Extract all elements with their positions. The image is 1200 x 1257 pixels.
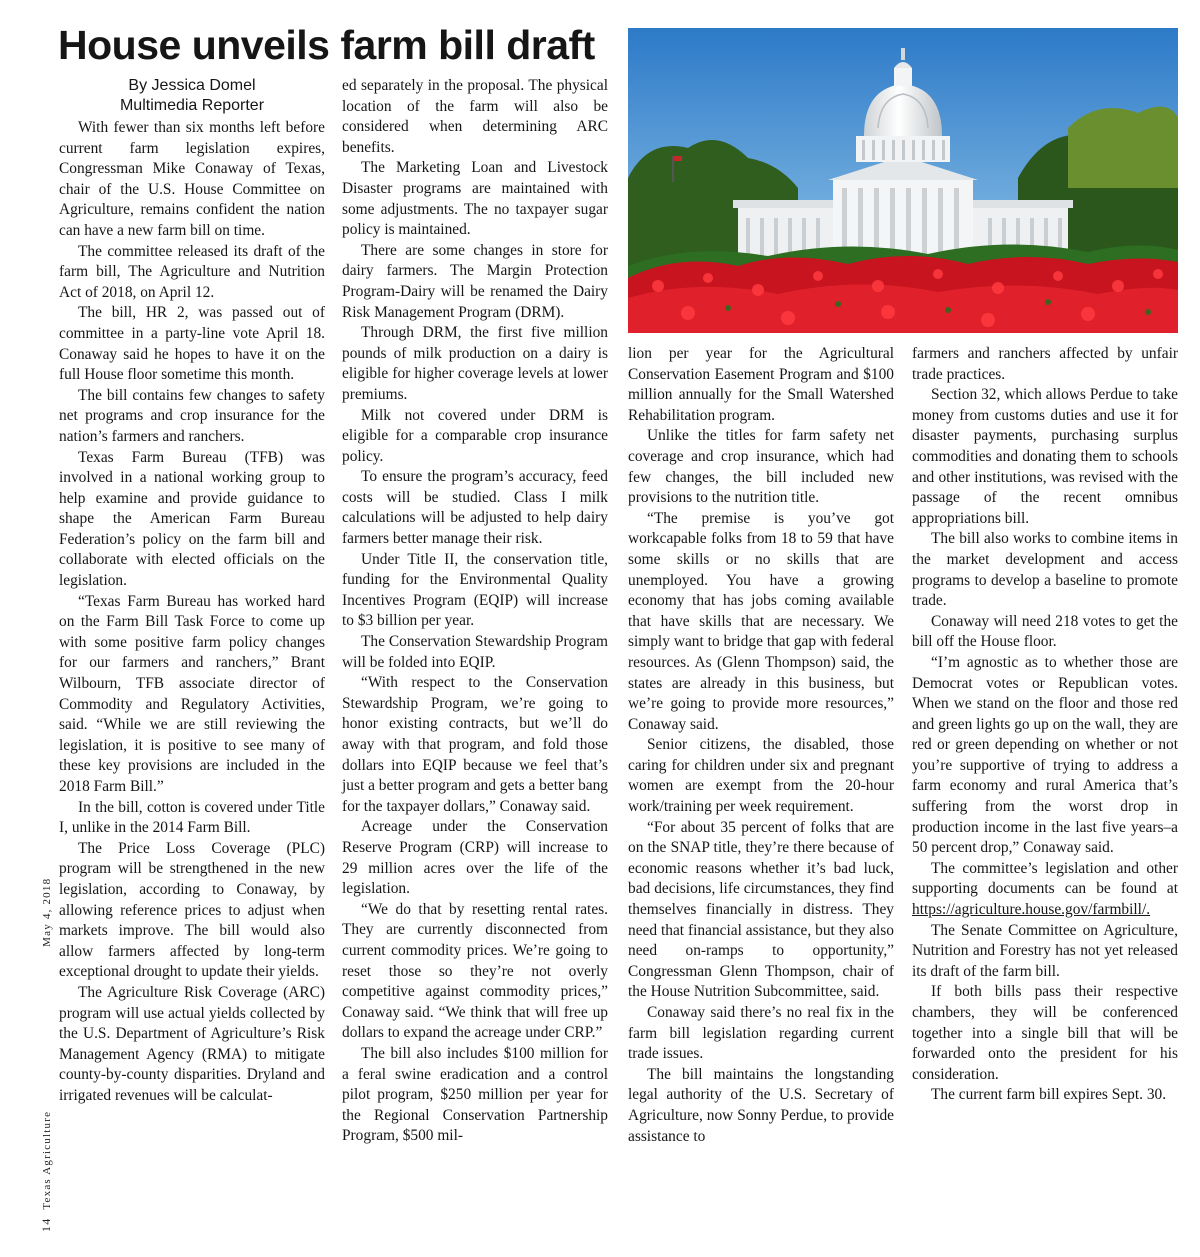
headline: House unveils farm bill draft bbox=[58, 22, 595, 68]
paragraph: The Price Loss Coverage (PLC) program will be strengthened in the new legislation, according to Conaway, by allowing reference prices to adjust when markets improve. The bill would also allow farmers affected by long-term exceptional drought to update their yields. bbox=[59, 839, 325, 981]
capitol-photo bbox=[628, 28, 1178, 333]
paragraph: “We do that by resetting rental rates. They are currently disconnected from current commodity prices. We’re going to reset those so they’re not overly competitive against commodity prices,” Conaway said. “We think that will free up dollars to expand the acreage under CRP.” bbox=[342, 900, 608, 1042]
paragraph: The committee released its draft of the farm bill, The Agriculture and Nutrition Act of 2018, on April 12. bbox=[59, 242, 325, 301]
paragraph: The Agriculture Risk Coverage (ARC) program will use actual yields collected by the U.S. Department of Agriculture’s Risk Management Agency (RMA) to mitigate county-by-county disparities. Dryland and irrigated revenues will be calculat- bbox=[59, 983, 325, 1104]
byline bbox=[58, 76, 326, 116]
paragraph: Senior citizens, the disabled, those caring for children under six and pregnant women are exempt from the 20-hour work/training per week requirement. bbox=[628, 736, 894, 816]
paragraph: In the bill, cotton is covered under Title I, unlike in the 2014 Farm Bill. bbox=[59, 798, 325, 837]
paragraph: Conaway said there’s no real fix in the farm bill legislation regarding current trade issues. bbox=[628, 1004, 894, 1063]
paragraph: With fewer than six months left before current farm legislation expires, Congressman Mike Conaway of Texas, chair of the U.S. House Committee on Agriculture, remains confident the nation can have a new farm bill on time. bbox=[59, 119, 325, 239]
paragraph-text: The committee’s legislation and other supporting documents can be found at bbox=[912, 859, 1178, 898]
paragraph: The bill, HR 2, was passed out of committee in a party-line vote April 18. Conaway said he hopes to have it on the full House floor sometime this month. bbox=[59, 304, 325, 384]
paragraph: The bill contains few changes to safety net programs and crop insurance for the nation’s farmers and ranchers. bbox=[59, 386, 325, 445]
paragraph: The bill also works to combine items in the market development and access programs to develop a baseline to promote trade. bbox=[912, 530, 1178, 610]
farm-bill-link[interactable]: https://agriculture.house.gov/farmbill/. bbox=[912, 901, 1151, 919]
paragraph: “The premise is you’ve got workcapable folks from 18 to 59 that have some skills or no skills that are unemployed. You have a growing economy that has jobs coming available that have skills that are necessary. We simply want to bridge that gap with federal resources. As (Glenn Thompson) said, the states are already in this business, but we’re going to provide more resources,” Conaway said. bbox=[628, 509, 894, 733]
article-column-4 bbox=[912, 344, 1178, 1106]
paragraph bbox=[912, 859, 1178, 921]
paragraph: The Senate Committee on Agriculture, Nutrition and Forestry has not yet released its draft of the farm bill. bbox=[912, 921, 1178, 980]
article-column-3 bbox=[628, 344, 894, 1147]
paragraph: “I’m agnostic as to whether those are Democrat votes or Republican votes. When we stand on the floor and those red and green lights go up on the wall, they are red or green depending on whether or not you’re supportive of trying to address a farm economy and rural America that’s suffering from the worst drop in production income in the last five years–a 50 percent drop,” Conaway said. bbox=[912, 653, 1178, 857]
paragraph: To ensure the program’s accuracy, feed costs will be studied. Class I milk calculations will be adjusted to help dairy farmers better manage their risk. bbox=[342, 468, 608, 548]
folio bbox=[39, 877, 53, 1232]
paragraph: Section 32, which allows Perdue to take money from customs duties and use it for disaster payments, purchasing surplus commodities and donating them to schools and other institutions, was revised with the passage of the recent omnibus appropriations bill. bbox=[912, 386, 1178, 527]
page-number: 14 bbox=[39, 1217, 53, 1232]
paragraph: Under Title II, the conservation title, funding for the Environmental Quality Incentives Program (EQIP) will increase to $3 billion per year. bbox=[342, 550, 608, 630]
paragraph: Acreage under the Conservation Reserve Program (CRP) will increase to 29 million acres over the life of the legislation. bbox=[342, 818, 608, 898]
paragraph: Conaway will need 218 votes to get the bill off the House floor. bbox=[912, 612, 1178, 651]
paragraph: Unlike the titles for farm safety net coverage and crop insurance, which had few changes, the bill included new provisions to the nutrition title. bbox=[628, 427, 894, 507]
publication-name: Texas Agriculture bbox=[41, 1110, 53, 1210]
paragraph: lion per year for the Agricultural Conservation Easement Program and $100 million annually for the Small Watershed Rehabilitation program. bbox=[628, 345, 894, 424]
paragraph: If both bills pass their respective chambers, they will be conferenced together into a single bill that will be forwarded onto the president for his consideration. bbox=[912, 983, 1178, 1083]
paragraph: The bill maintains the longstanding legal authority of the U.S. Secretary of Agriculture, now Sonny Perdue, to provide assistance to bbox=[628, 1065, 894, 1145]
byline-role: Multimedia Reporter bbox=[119, 97, 265, 114]
paragraph: There are some changes in store for dairy farmers. The Margin Protection Program-Dairy will be renamed the Dairy Risk Management Program (DRM). bbox=[342, 241, 608, 321]
article-column-2 bbox=[342, 76, 608, 1147]
paragraph: The Conservation Stewardship Program will be folded into EQIP. bbox=[342, 633, 608, 671]
paragraph: Through DRM, the first five million pounds of milk production on a dairy is eligible for higher coverage levels at lower premiums. bbox=[342, 324, 608, 403]
paragraph: Milk not covered under DRM is eligible for a comparable crop insurance policy. bbox=[342, 406, 608, 465]
paragraph: The Marketing Loan and Livestock Disaster programs are maintained with some adjustments. The no taxpayer sugar policy is maintained. bbox=[342, 159, 608, 239]
issue-date: May 4, 2018 bbox=[41, 877, 53, 947]
byline-author: By Jessica Domel bbox=[128, 77, 256, 94]
paragraph: “With respect to the Conservation Stewardship Program, we’re going to honor existing contracts, but we’ll do away with that program, and fold those dollars into EQIP because we feel that’s just a better program and gets a better bang for the taxpayer dollars,” Conaway said. bbox=[342, 674, 608, 815]
paragraph: Texas Farm Bureau (TFB) was involved in a national working group to help examine and provide guidance to shape the American Farm Bureau Federation’s policy on the farm bill and collaborate with elected officials on the legislation. bbox=[59, 448, 325, 590]
paragraph: The bill also includes $100 million for a feral swine eradication and a control pilot program, $250 million per year for the Regional Conservation Partnership Program, $500 mil- bbox=[342, 1044, 608, 1145]
paragraph: “Texas Farm Bureau has worked hard on the Farm Bill Task Force to come up with some positive farm policy changes for our farmers and ranchers,” Brant Wilbourn, TFB associate director of Commodity and Regulatory Activities, said. “While we are still reviewing the legislation, it is positive to see many of these key provisions are included in the 2018 Farm Bill.” bbox=[59, 592, 325, 795]
paragraph: ed separately in the proposal. The physical location of the farm will also be considered when determining ARC benefits. bbox=[342, 77, 608, 156]
article-column-1 bbox=[59, 118, 325, 1107]
paragraph: The current farm bill expires Sept. 30. bbox=[931, 1086, 1167, 1104]
paragraph: farmers and ranchers affected by unfair trade practices. bbox=[912, 345, 1178, 383]
paragraph: “For about 35 percent of folks that are on the SNAP title, they’re there because of economic reasons whether it’s bad luck, bad decisions, life circumstances, they find themselves financially in distress. They need that financial assistance, but they also need on-ramps to opportunity,” Congressman Glenn Thompson, chair of the House Nutrition Subcommittee, said. bbox=[628, 818, 894, 1001]
